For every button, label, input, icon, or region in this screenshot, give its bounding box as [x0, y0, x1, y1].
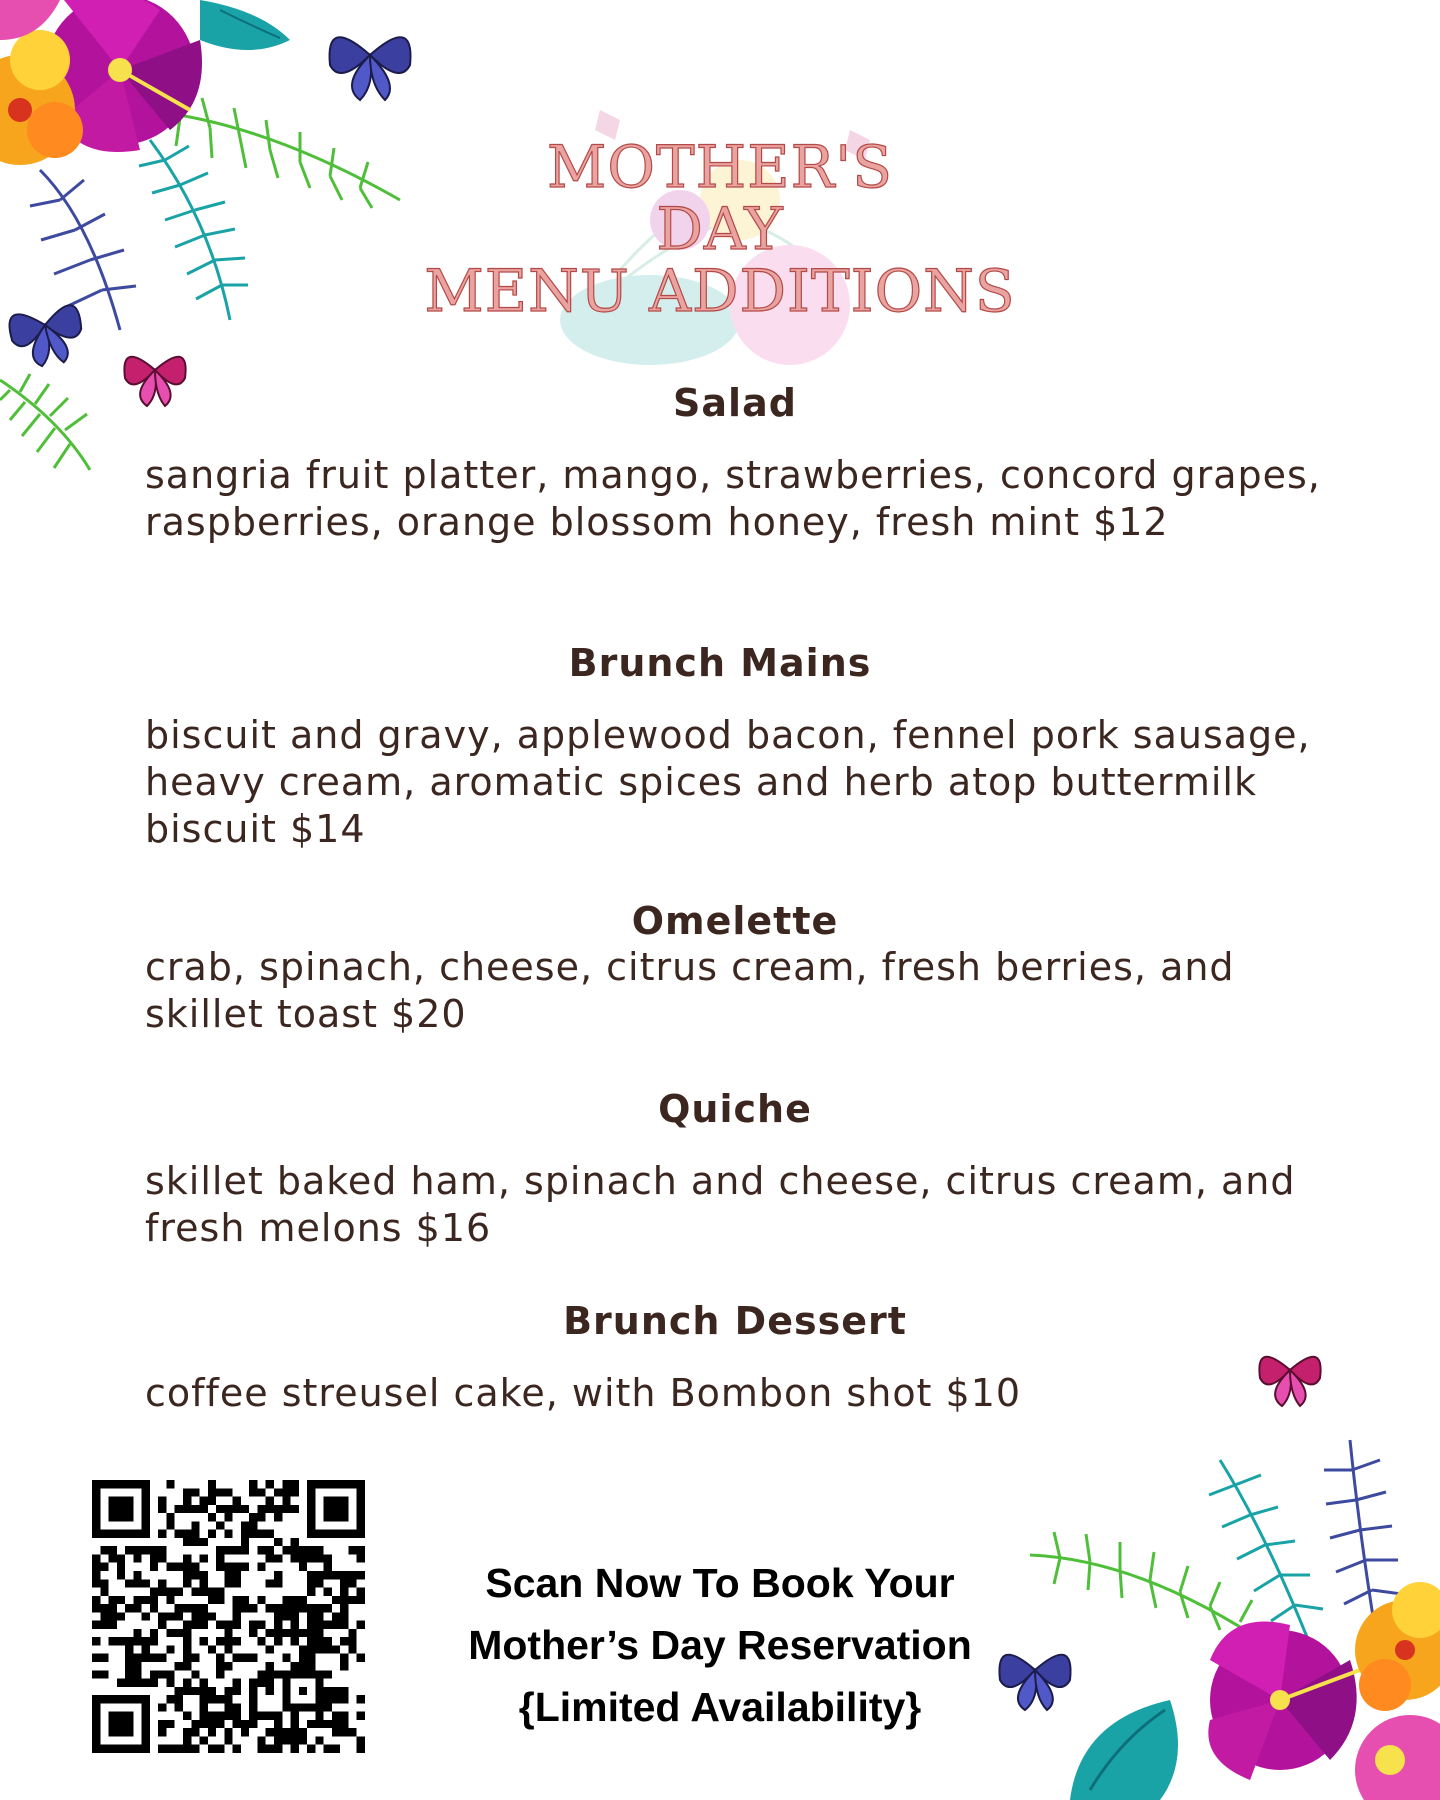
cta-line-1: Scan Now To Book Your	[485, 1560, 955, 1606]
section-heading: Brunch Mains	[568, 641, 872, 685]
section-description: skillet baked ham, spinach and cheese, citrus cream, and fresh melons $16	[145, 1159, 1296, 1250]
hibiscus-icon	[1208, 1622, 1360, 1780]
menu-section-brunch-mains	[145, 640, 1325, 853]
menu-section-quiche	[145, 1086, 1325, 1252]
page-title	[0, 133, 1440, 325]
section-description: sangria fruit platter, mango, strawberries, concord grapes, raspberries, orange blossom honey, fresh mint $12	[145, 453, 1321, 544]
section-heading: Quiche	[658, 1087, 812, 1131]
cta-line-3: {Limited Availability}	[518, 1684, 922, 1730]
reservation-cta	[405, 1552, 1035, 1738]
menu-section-brunch-dessert	[145, 1298, 1325, 1417]
section-heading: Salad	[673, 381, 797, 425]
section-heading: Omelette	[631, 899, 839, 943]
cta-line-2: Mother’s Day Reservation	[468, 1622, 972, 1668]
menu-section-salad	[145, 380, 1325, 546]
title-line-2: DAY	[656, 195, 784, 263]
title-line-1: MOTHER'S	[547, 133, 893, 201]
section-description: coffee streusel cake, with Bombon shot $10	[145, 1371, 1022, 1415]
section-heading: Brunch Dessert	[563, 1299, 907, 1343]
menu-section-omelette	[145, 898, 1325, 1038]
section-description: crab, spinach, cheese, citrus cream, fresh berries, and skillet toast $20	[145, 945, 1235, 1036]
title-line-3: MENU ADDITIONS	[424, 257, 1016, 325]
qr-code-icon[interactable]	[92, 1480, 365, 1753]
section-description: biscuit and gravy, applewood bacon, fennel pork sausage, heavy cream, aromatic spices and herb atop buttermilk biscuit $14	[145, 713, 1311, 851]
butterfly-icon	[330, 37, 411, 100]
